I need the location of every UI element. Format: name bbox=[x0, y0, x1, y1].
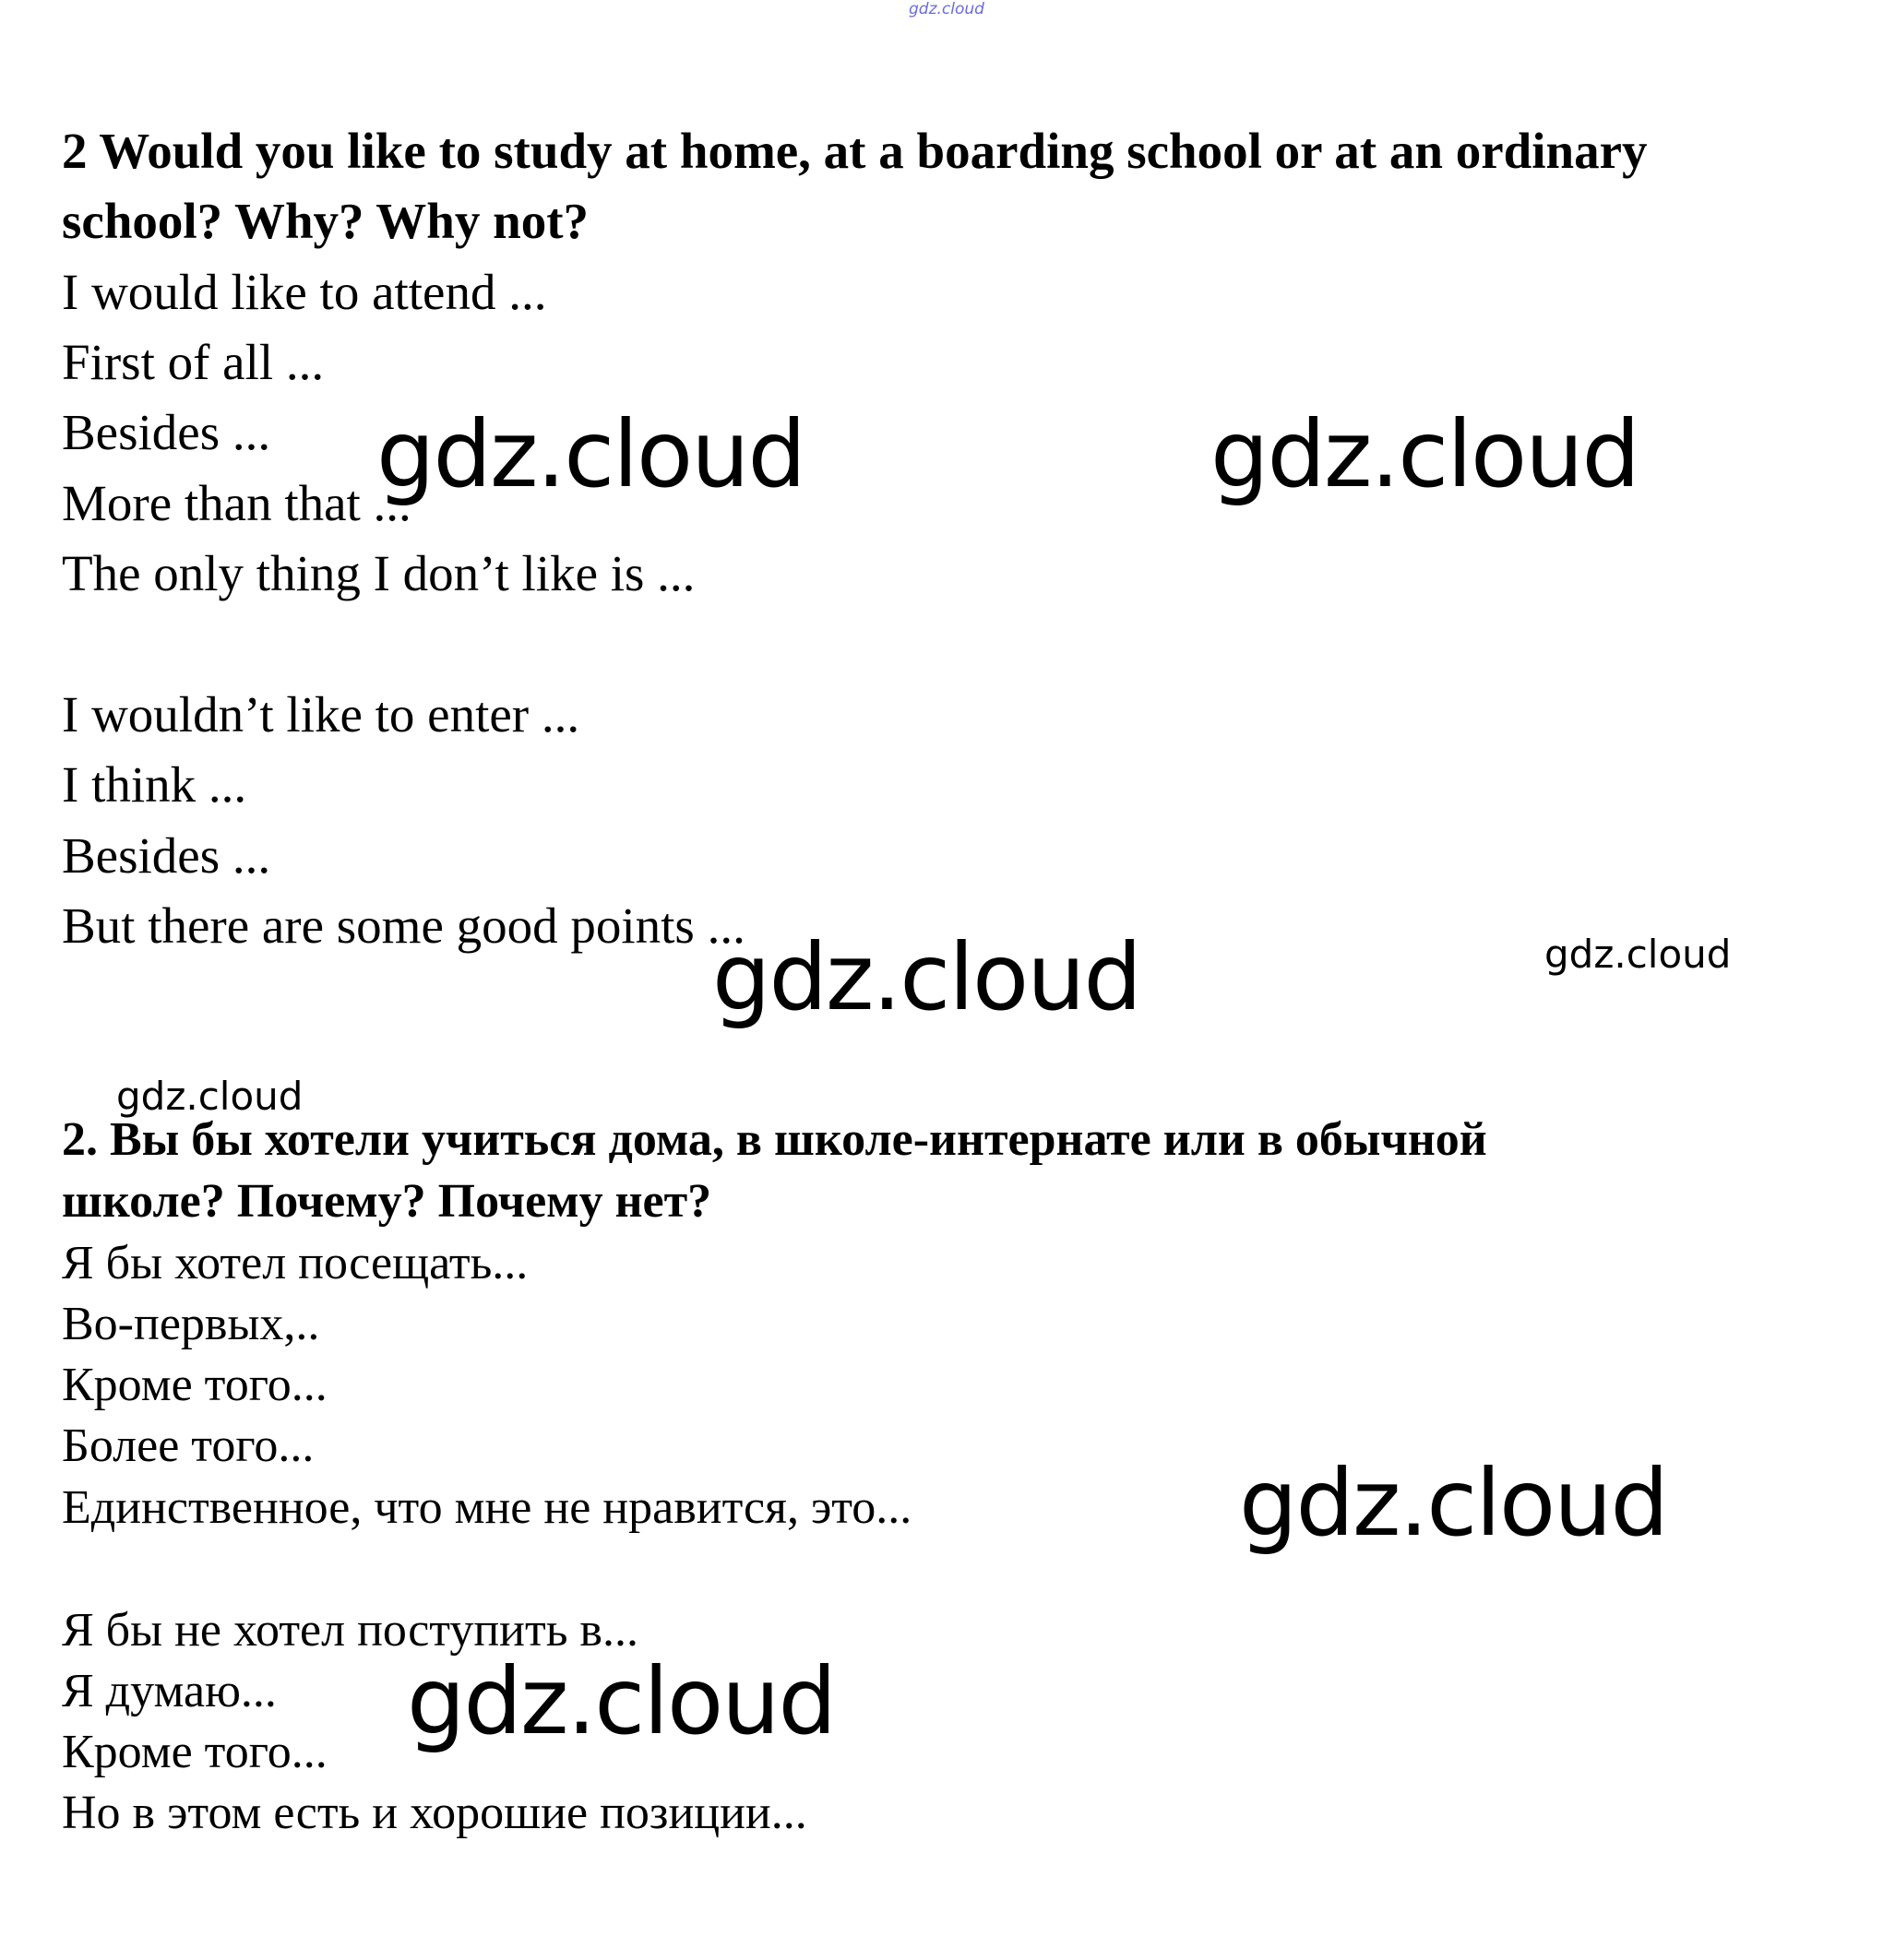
russian-heading-line2: школе? Почему? Почему нет? bbox=[62, 1175, 712, 1228]
russian-line: Но в этом есть и хорошие позиции... bbox=[62, 1787, 807, 1839]
russian-line: Я бы хотел посещать... bbox=[62, 1237, 529, 1289]
english-line: First of all ... bbox=[62, 334, 325, 390]
russian-line: Кроме того... bbox=[62, 1726, 328, 1778]
english-line: I would like to attend ... bbox=[62, 264, 547, 320]
english-line: Besides ... bbox=[62, 827, 271, 884]
russian-heading-line1: 2. Вы бы хотели учиться дома, в школе-интернате или в обычной bbox=[62, 1113, 1487, 1166]
russian-line: Я бы не хотел поступить в... bbox=[62, 1604, 638, 1657]
english-line: The only thing I don’t like is ... bbox=[62, 545, 696, 601]
watermark: gdz.cloud bbox=[712, 923, 1141, 1031]
english-line: I think ... bbox=[62, 756, 247, 813]
russian-line: Более того... bbox=[62, 1420, 315, 1472]
russian-line: Я думаю... bbox=[62, 1665, 277, 1717]
russian-line: Единственное, что мне не нравится, это... bbox=[62, 1481, 912, 1534]
russian-line: Во-первых,.. bbox=[62, 1298, 320, 1350]
watermark: gdz.cloud bbox=[1210, 400, 1639, 508]
watermark: gdz.cloud bbox=[1239, 1449, 1668, 1557]
watermark: gdz.cloud bbox=[407, 1647, 836, 1755]
watermark: gdz.cloud bbox=[116, 1074, 304, 1119]
english-line: Besides ... bbox=[62, 404, 271, 460]
english-heading-line2: school? Why? Why not? bbox=[62, 193, 590, 249]
watermark: gdz.cloud bbox=[376, 400, 805, 508]
english-heading-line1: 2 Would you like to study at home, at a boarding school or at an ordinary bbox=[62, 123, 1648, 179]
watermark-top: gdz.cloud bbox=[909, 0, 984, 18]
watermark: gdz.cloud bbox=[1544, 932, 1732, 977]
english-line: More than that ... bbox=[62, 475, 411, 531]
english-line: But there are some good points ... bbox=[62, 897, 745, 954]
english-line: I wouldn’t like to enter ... bbox=[62, 686, 580, 742]
russian-line: Кроме того... bbox=[62, 1359, 328, 1411]
